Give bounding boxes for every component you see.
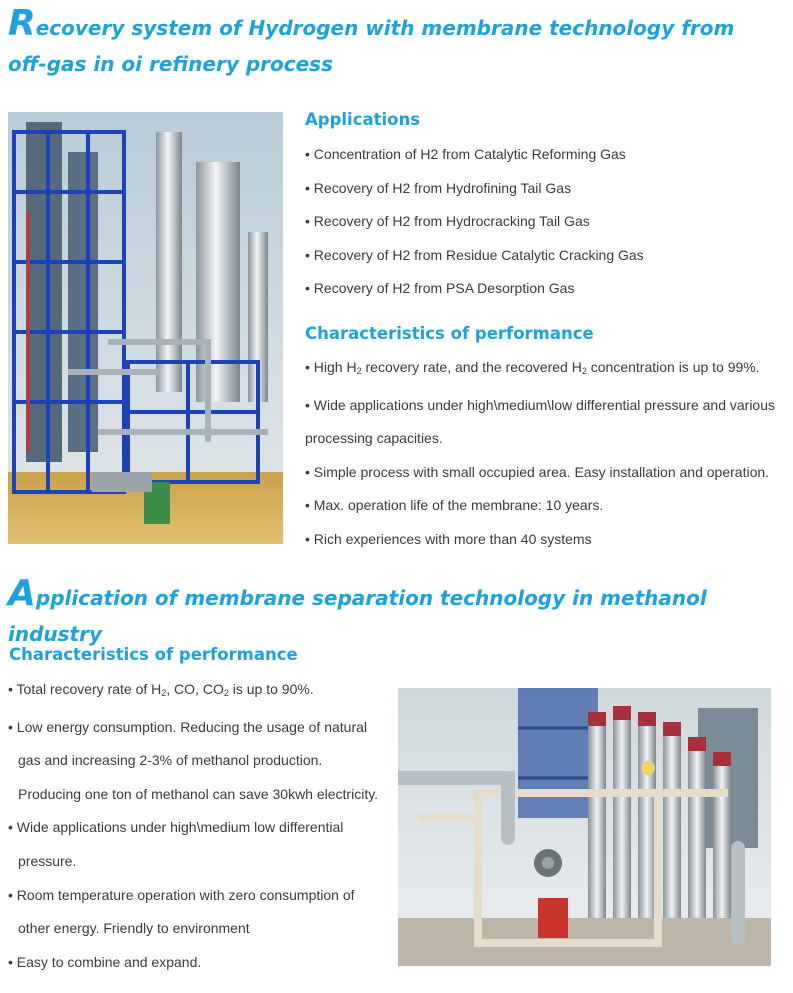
list-item: • Wide applications under high\medium low differential: [8, 819, 344, 836]
list-item-continuation: gas and increasing 2-3% of methanol production.: [18, 752, 323, 769]
list-item: • Room temperature operation with zero consumption of: [8, 886, 355, 903]
list-item: • Recovery of H2 from PSA Desorption Gas: [305, 280, 575, 297]
list-item-continuation: other energy. Friendly to environment: [18, 920, 250, 937]
membrane-unit-photo: [398, 688, 771, 966]
characteristics-list: [8, 673, 378, 979]
title-text: pplication of membrane separation technology in methanol industry: [8, 586, 707, 646]
title-initial: A: [8, 573, 36, 614]
list-item-continuation: Producing one ton of methanol can save 30kwh electricity.: [18, 785, 379, 802]
list-item: • Simple process with small occupied area. Easy installation and operation.: [305, 463, 770, 480]
refinery-plant-photo: [8, 112, 283, 544]
title-text: ecovery system of Hydrogen with membrane technology from off-gas in oi refinery process: [8, 16, 735, 76]
list-item: • High $H_2$ recovery rate, and the recovered $H_2$ concentration is up to 99%.: [305, 359, 760, 376]
list-item: • Total recovery rate of $H_2$, CO, $CO_2$ is up to 90%.: [8, 681, 314, 698]
list-item: • Max. operation life of the membrane: 10 years.: [305, 497, 604, 514]
section1-title: [8, 3, 778, 82]
characteristics-list: [305, 351, 775, 557]
list-item: • Recovery of H2 from Hydrocracking Tail Gas: [305, 213, 590, 230]
list-item: • Low energy consumption. Reducing the usage of natural: [8, 718, 368, 735]
characteristics-heading: Characteristics of performance: [305, 324, 594, 343]
applications-heading: Applications: [305, 110, 421, 129]
applications-list: [305, 138, 644, 306]
characteristics-heading: Characteristics of performance: [9, 645, 298, 664]
list-item: • Recovery of H2 from Residue Catalytic Cracking Gas: [305, 246, 644, 263]
list-item-continuation: processing capacities.: [305, 430, 443, 447]
title-initial: R: [8, 3, 36, 44]
list-item-continuation: pressure.: [18, 852, 77, 869]
list-item: • Wide applications under high\medium\low differential pressure and various: [305, 396, 776, 413]
list-item: • Rich experiences with more than 40 systems: [305, 530, 592, 547]
list-item: • Easy to combine and expand.: [8, 953, 202, 970]
list-item: • Recovery of H2 from Hydrofining Tail Gas: [305, 179, 572, 196]
section2-title: [8, 573, 778, 652]
list-item: • Concentration of H2 from Catalytic Reforming Gas: [305, 146, 626, 162]
